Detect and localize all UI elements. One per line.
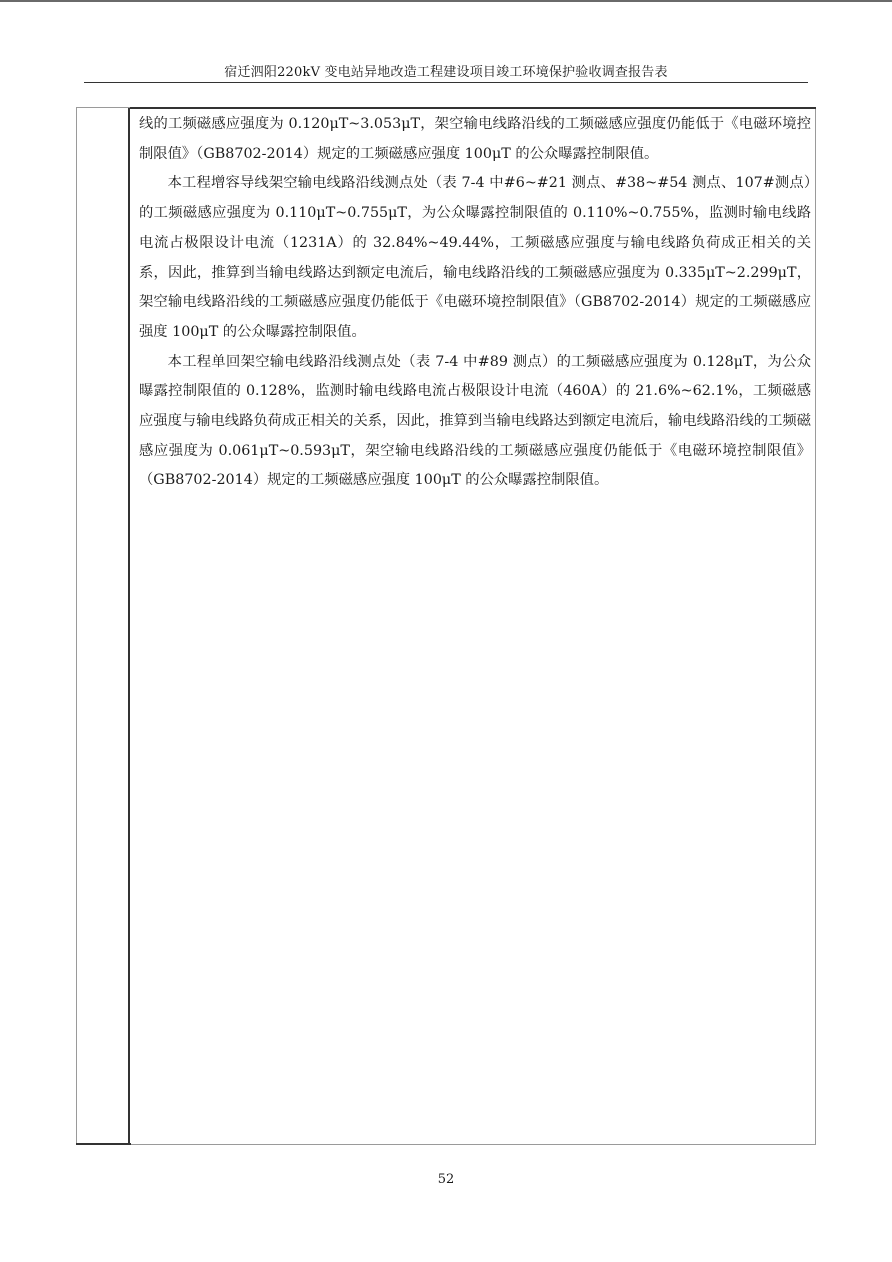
paragraph-capacity-line: 本工程增容导线架空输电线路沿线测点处（表 7-4 中#6~#21 测点、#38~#54 测点、107#测点）的工频磁感应强度为 0.110μT~0.755μT，为公众曝露控制限值的 0.110%~0.755%，监测时输电线路电流占极限设计电流（1231A）的 32.84%~49.44%，工频磁感应强度与输电线路负荷成正相关的关系，因此，推算到当输电线路达到额定电流后，输电线路沿线的工频磁感应强度为 0.335μT~2.299μT，架空输电线路沿线的工频磁感应强度仍能低于《电磁环境控制限值》（GB8702-2014）规定的工频磁感应强度 100μT 的公众曝露控制限值。 [139, 175, 811, 340]
table-top-rule [130, 107, 816, 109]
page-number: 52 [437, 1172, 455, 1187]
table-label-column [77, 108, 130, 1144]
page-top-border [0, 0, 892, 2]
table-bottom-rule [76, 1143, 131, 1145]
paragraph-continuation: 线的工频磁感应强度为 0.120μT~3.053μT，架空输电线路沿线的工频磁感应强度仍能低于《电磁环境控制限值》（GB8702-2014）规定的工频磁感应强度 100μT 的公众曝露控制限值。 [139, 116, 811, 162]
header-rule [84, 82, 808, 83]
page-header-title: 宿迁泗阳220kV 变电站异地改造工程建设项目竣工环境保护验收调查报告表 [224, 65, 668, 80]
table-content-cell [139, 110, 811, 496]
report-table [76, 107, 816, 1145]
paragraph-single-circuit-line: 本工程单回架空输电线路沿线测点处（表 7-4 中#89 测点）的工频磁感应强度为 0.128μT，为公众曝露控制限值的 0.128%，监测时输电线路电流占极限设计电流（460A）的 21.6%~62.1%，工频磁感应强度与输电线路负荷成正相关的关系，因此，推算到当输电线路达到额定电流后，输电线路沿线的工频磁感应强度为 0.061μT~0.593μT，架空输电线路沿线的工频磁感应强度仍能低于《电磁环境控制限值》（GB8702-2014）规定的工频磁感应强度 100μT 的公众曝露控制限值。 [139, 353, 811, 489]
